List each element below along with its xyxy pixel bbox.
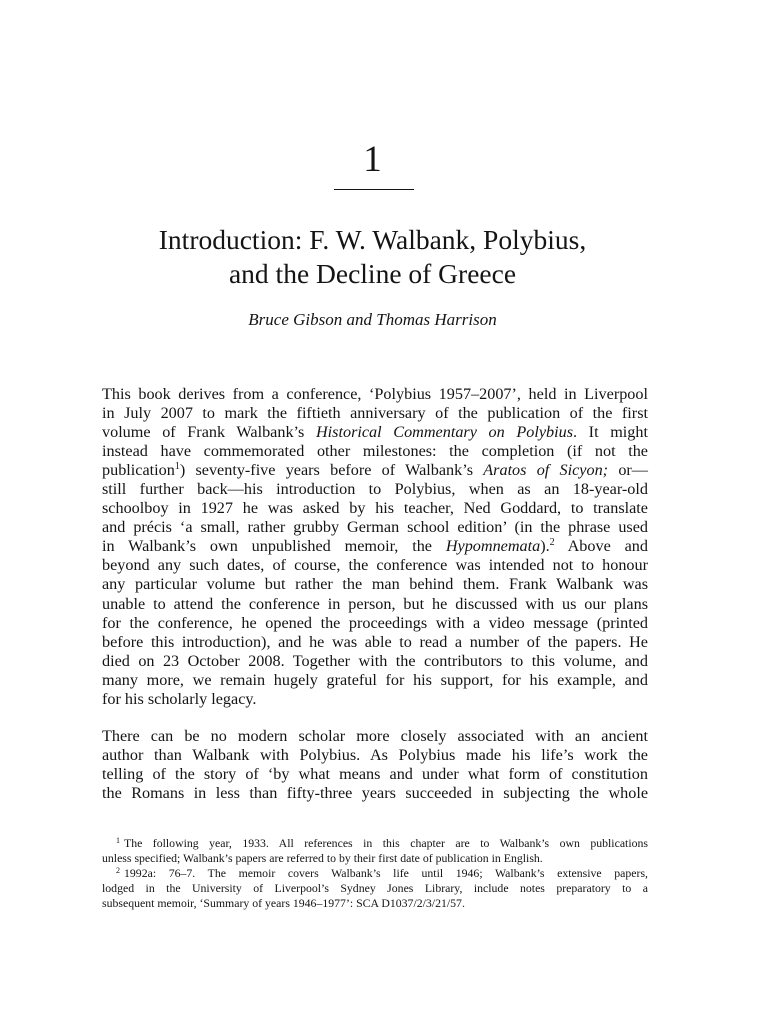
footnote-marker: 1 bbox=[116, 836, 120, 845]
footnote-2-line: $^2$ 1992a: 76–7. The memoir covers Walbank’s life until 1946; Walbank’s extensive papers, bbox=[116, 866, 648, 880]
chapter-number: 1 bbox=[363, 139, 382, 180]
chapter-number-rule bbox=[334, 189, 414, 190]
text-line: any particular volume but rather the man behind them. Frank Walbank was bbox=[102, 575, 648, 594]
footnote-ref[interactable]: 2 bbox=[549, 537, 555, 549]
text-line: volume of Frank Walbank’s Historical Commentary on Polybius. It might bbox=[102, 423, 648, 442]
footnote-2-line: lodged in the University of Liverpool’s Sydney Jones Library, include notes preparatory to a bbox=[102, 881, 648, 895]
footnote-2-line: subsequent memoir, ‘Summary of years 1946–1977’: SCA D1037/2/3/21/57. bbox=[102, 896, 465, 910]
footnote-1-line: $^1$ The following year, 1933. All references in this chapter are to Walbank’s own publications bbox=[116, 836, 648, 850]
text-line: in July 2007 to mark the fiftieth anniversary of the publication of the first bbox=[102, 404, 648, 423]
chapter-title-line: and the Decline of Greece bbox=[228, 258, 517, 289]
text-line: This book derives from a conference, ‘Polybius 1957–2007’, held in Liverpool bbox=[102, 385, 648, 403]
text-line: in Walbank’s own unpublished memoir, the Hypomnemata).$^2$ Above and bbox=[102, 537, 648, 556]
text-line: many more, we remain hugely grateful for his support, for his example, and bbox=[102, 670, 648, 689]
text-line: schoolboy in 1927 he was asked by his teacher, Ned Goddard, to translate bbox=[102, 499, 648, 518]
footnote-marker: 2 bbox=[116, 866, 120, 875]
footnote-1-line: unless specified; Walbank’s papers are referred to by their first date of publication in English. bbox=[102, 851, 543, 865]
text-line: author than Walbank with Polybius. As Polybius made his life’s work the bbox=[102, 746, 648, 765]
text-line: still further back—his introduction to Polybius, when as an 18-year-old bbox=[102, 480, 648, 499]
text-line: telling of the story of ‘by what means and under what form of constitution bbox=[102, 765, 648, 784]
book-title: Hypomnemata bbox=[445, 537, 541, 556]
body-paragraph bbox=[102, 385, 648, 709]
text-line: There can be no modern scholar more closely associated with an ancient bbox=[102, 727, 648, 745]
text-line: beyond any such dates, of course, the conference was intended not to honour bbox=[102, 556, 648, 575]
footnotes bbox=[102, 836, 648, 911]
body-paragraph bbox=[102, 727, 648, 803]
text-line: died on 23 October 2008. Together with the contributors to this volume, and bbox=[102, 651, 648, 670]
text-line: before this introduction), and he was able to read a number of the papers. He bbox=[102, 632, 648, 651]
text-line: the Romans in less than fifty-three years succeeded in subjecting the whole bbox=[102, 784, 648, 803]
chapter-title bbox=[0, 223, 745, 291]
text-line: unable to attend the conference in person, but he discussed with us our plans bbox=[102, 594, 648, 613]
book-title: Aratos of Sicyon; bbox=[483, 461, 609, 480]
text-line: publication$^1$) seventy-five years before of Walbank’s Aratos of Sicyon; or— bbox=[102, 461, 648, 480]
chapter-title-line: Introduction: F. W. Walbank, Polybius, bbox=[158, 224, 587, 255]
text-line: instead have commemorated other milestones: the completion (if not the bbox=[102, 442, 648, 461]
text-line: for the conference, he opened the proceedings with a video message (printed bbox=[102, 613, 648, 632]
text-line: for his scholarly legacy. bbox=[102, 689, 257, 708]
footnote-ref[interactable]: 1 bbox=[174, 461, 180, 473]
text-line: and précis ‘a small, rather grubby German school edition’ (in the phrase used bbox=[102, 518, 648, 537]
chapter-authors: Bruce Gibson and Thomas Harrison bbox=[248, 310, 497, 329]
book-title: Historical Commentary on Polybius bbox=[315, 423, 573, 442]
